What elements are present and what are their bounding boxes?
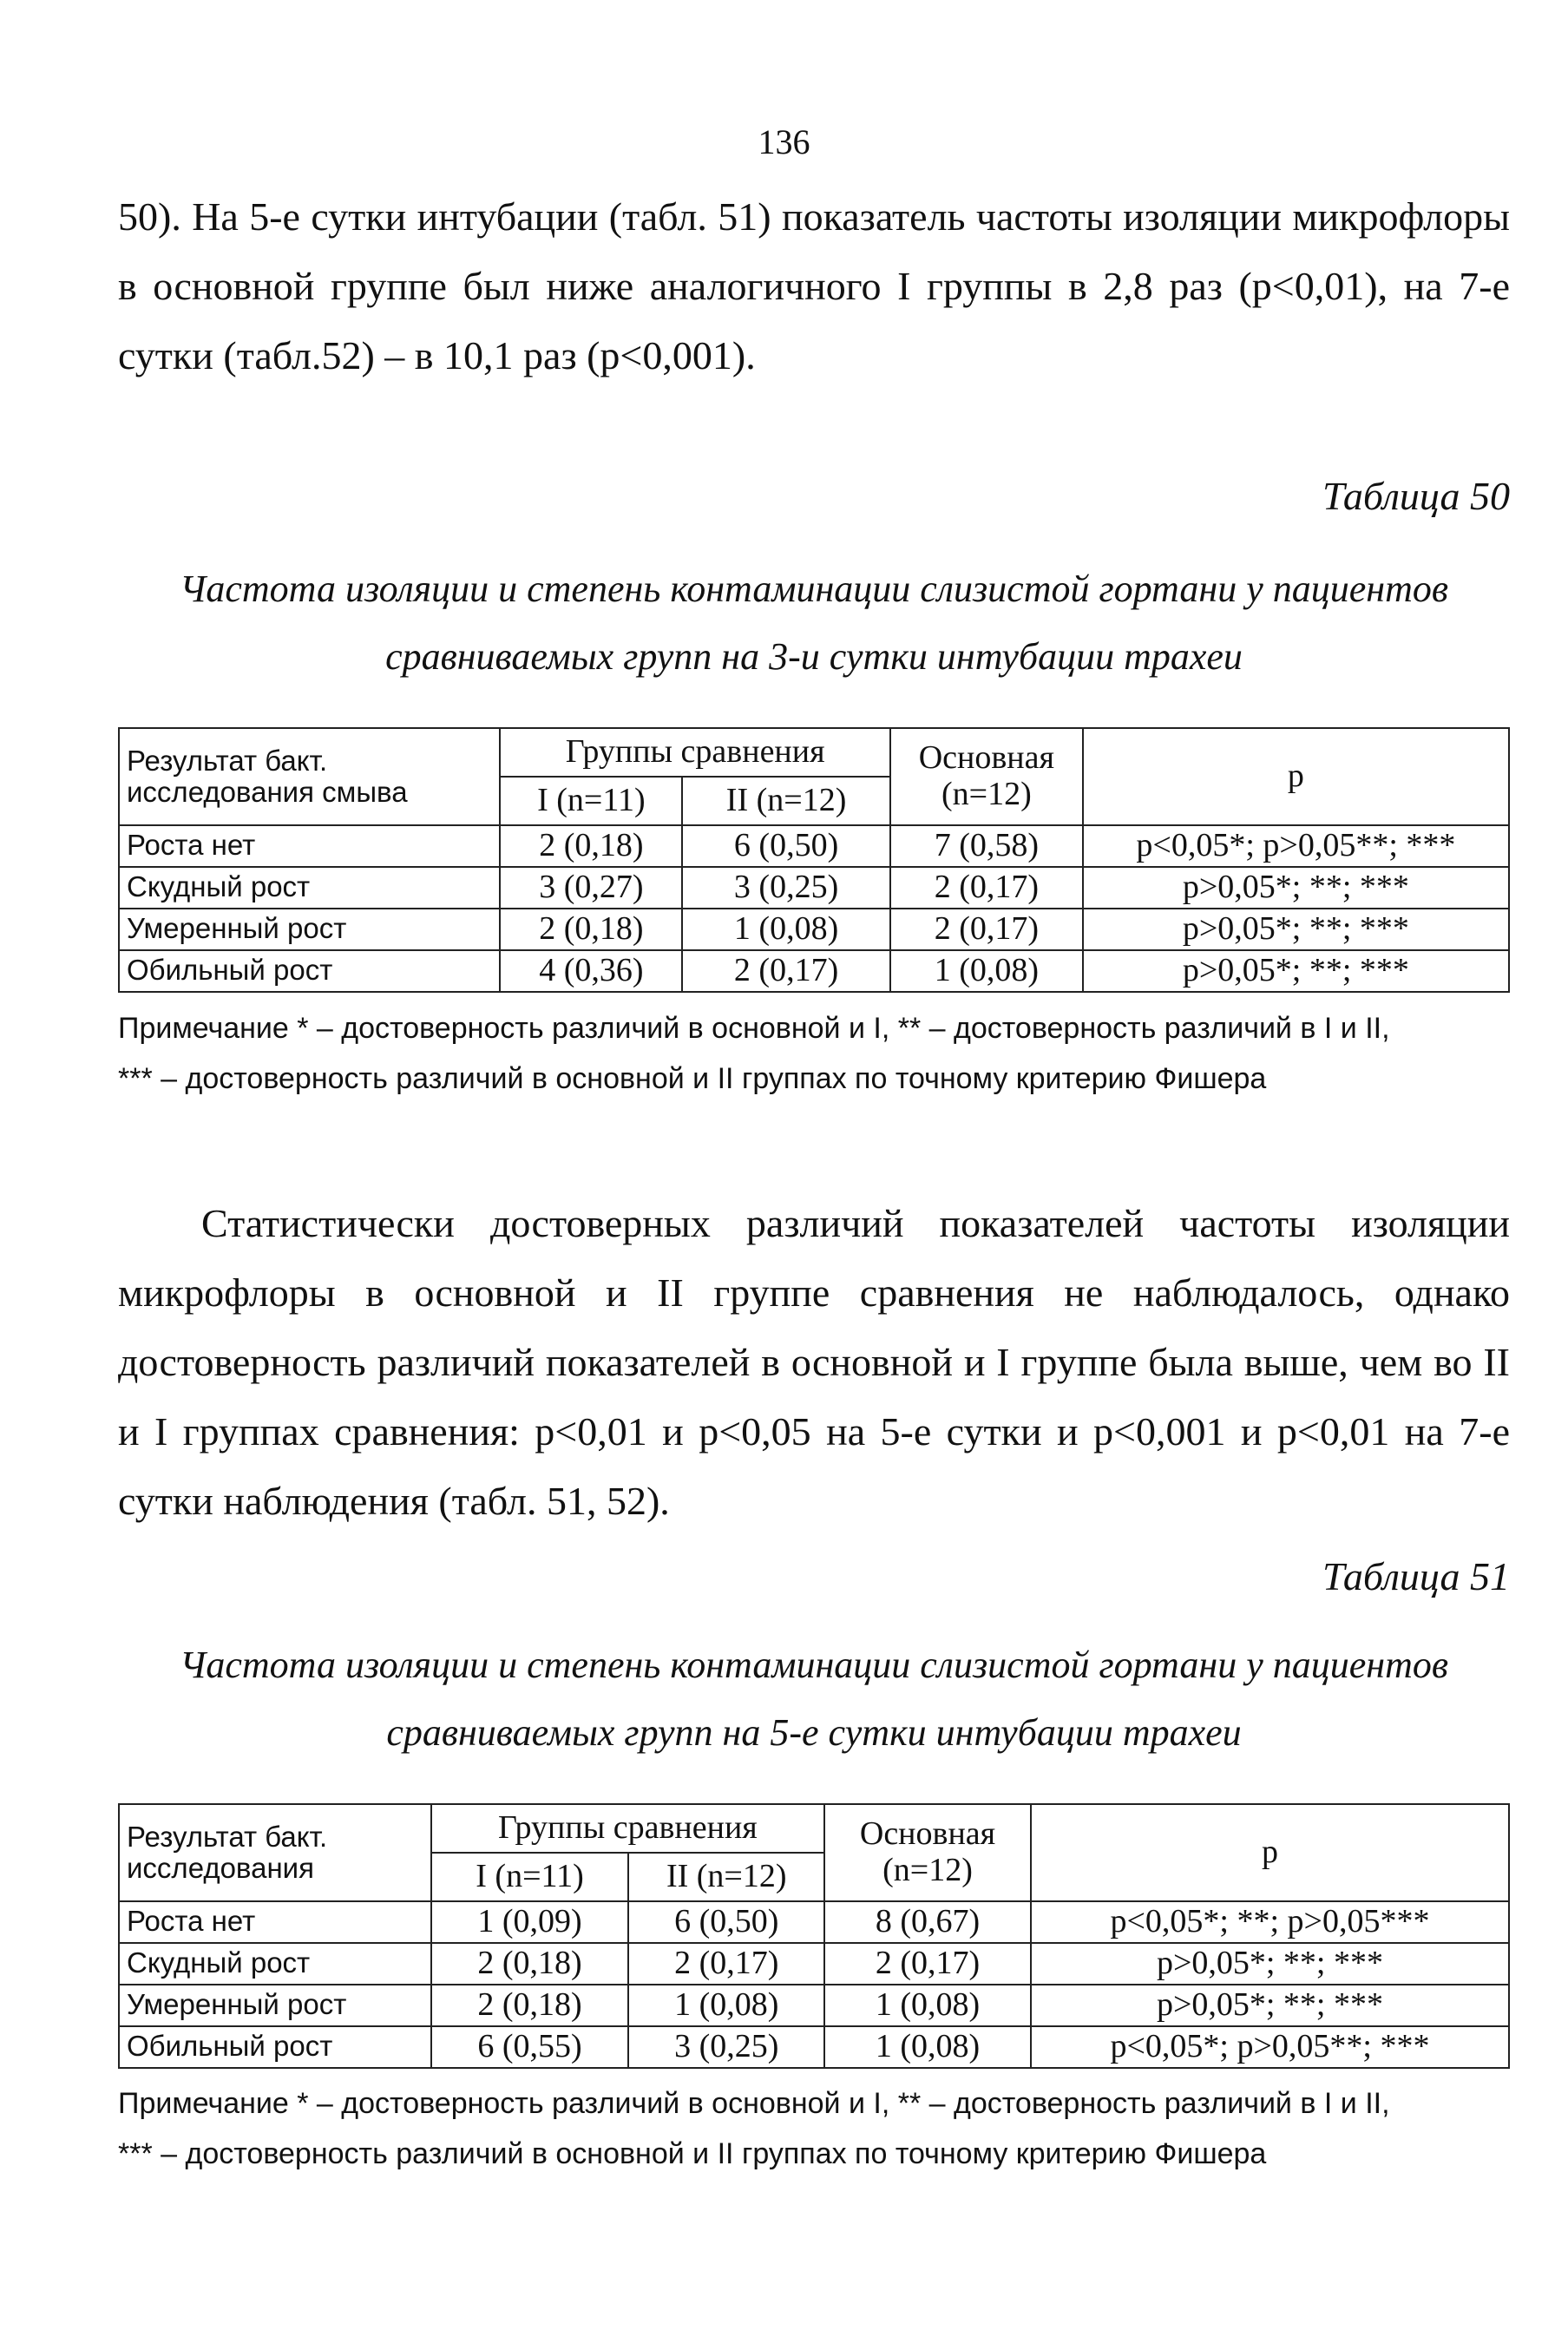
cell-main: 7 (0,58) [890, 825, 1083, 867]
cell-p: p>0,05*; **; *** [1083, 950, 1509, 992]
header-result: Результат бакт. исследования [119, 1804, 431, 1901]
header-group-2: II (n=12) [682, 777, 890, 825]
table-row [119, 1901, 1509, 1943]
cell-group-1: 1 (0,09) [431, 1901, 629, 1943]
row-label: Роста нет [119, 825, 500, 867]
cell-group-2: 6 (0,50) [628, 1901, 824, 1943]
table-row [119, 950, 1509, 992]
cell-group-1: 2 (0,18) [500, 909, 682, 950]
header-group-1: I (n=11) [431, 1853, 629, 1901]
table-51-caption [118, 1631, 1510, 1767]
header-group-1: I (n=11) [500, 777, 682, 825]
table-50-caption [118, 555, 1510, 691]
header-groups: Группы сравнения [500, 728, 889, 777]
cell-main: 1 (0,08) [890, 950, 1083, 992]
row-label: Роста нет [119, 1901, 431, 1943]
table-row [119, 2026, 1509, 2068]
cell-group-1: 4 (0,36) [500, 950, 682, 992]
table-row [119, 1985, 1509, 2026]
row-label: Умеренный рост [119, 909, 500, 950]
paragraph-intro: 50). На 5-е сутки интубации (табл. 51) показатель частоты изоляции микрофлоры в основной группе был ниже аналогичного I группы в 2,8 раз (p<0,01), на 7-е сутки (табл.52) – в 10,1 раз (p<0,001). [118, 194, 1510, 377]
table-50-note-line1: Примечание * – достоверность различий в основной и I, ** – достоверность различий в I и II, [118, 1012, 1390, 1045]
table-51-label: Таблица 51 [1322, 1554, 1510, 1598]
table-50-note [118, 1003, 1541, 1104]
cell-main: 1 (0,08) [824, 1985, 1031, 2026]
header-p: p [1031, 1804, 1509, 1901]
page-number: 136 [758, 122, 810, 161]
table-51-caption-line1: Частота изоляции и степень контаминации слизистой гортани у пациентов [180, 1644, 1448, 1686]
table-50-caption-line2: сравниваемых групп на 3-и сутки интубации трахеи [385, 635, 1243, 678]
cell-p: p>0,05*; **; *** [1031, 1943, 1509, 1985]
table-51-header-row [119, 1804, 1509, 1853]
cell-group-2: 1 (0,08) [682, 909, 890, 950]
table-row [119, 1943, 1509, 1985]
row-label: Обильный рост [119, 950, 500, 992]
cell-group-2: 2 (0,17) [682, 950, 890, 992]
table-row [119, 909, 1509, 950]
cell-group-1: 2 (0,18) [500, 825, 682, 867]
cell-main: 2 (0,17) [890, 867, 1083, 909]
paragraph-statistics: Статистически достоверных различий показателей частоты изоляции микрофлоры в основной и II группе сравнения не наблюдалось, однако достоверность различий показателей в основной и I группе была выше, чем во II и I группах сравнения: p<0,01 и p<0,05 на 5-е сутки и p<0,001 и p<0,01 на 7-е сутки наблюдения (табл. 51, 52). [118, 1201, 1510, 1523]
cell-group-2: 3 (0,25) [682, 867, 890, 909]
table-51-note-line1: Примечание * – достоверность различий в основной и I, ** – достоверность различий в I и II, [118, 2087, 1390, 2120]
table-51-caption-line2: сравниваемых групп на 5-е сутки интубации трахеи [386, 1711, 1242, 1754]
row-label: Скудный рост [119, 1943, 431, 1985]
cell-p: p<0,05*; p>0,05**; *** [1083, 825, 1509, 867]
header-main-group: Основная (n=12) [890, 728, 1083, 825]
cell-group-2: 6 (0,50) [682, 825, 890, 867]
header-result: Результат бакт. исследования смыва [119, 728, 500, 825]
table-row [119, 867, 1509, 909]
header-group-2: II (n=12) [628, 1853, 824, 1901]
table-50-label: Таблица 50 [1322, 474, 1510, 518]
cell-p: p>0,05*; **; *** [1031, 1985, 1509, 2026]
cell-group-2: 1 (0,08) [628, 1985, 824, 2026]
table-50-caption-line1: Частота изоляции и степень контаминации слизистой гортани у пациентов [180, 568, 1448, 610]
cell-p: p>0,05*; **; *** [1083, 867, 1509, 909]
table-50-note-line2: *** – достоверность различий в основной и II группах по точному критерию Фишера [118, 1062, 1267, 1095]
cell-p: p>0,05*; **; *** [1083, 909, 1509, 950]
table-51-note-line2: *** – достоверность различий в основной и II группах по точному критерию Фишера [118, 2137, 1267, 2170]
cell-group-1: 3 (0,27) [500, 867, 682, 909]
cell-main: 1 (0,08) [824, 2026, 1031, 2068]
row-label: Скудный рост [119, 867, 500, 909]
table-51-note [118, 2078, 1541, 2179]
header-main-group: Основная (n=12) [824, 1804, 1031, 1901]
cell-main: 2 (0,17) [824, 1943, 1031, 1985]
cell-group-2: 2 (0,17) [628, 1943, 824, 1985]
row-label: Умеренный рост [119, 1985, 431, 2026]
row-label: Обильный рост [119, 2026, 431, 2068]
cell-p: p<0,05*; **; p>0,05*** [1031, 1901, 1509, 1943]
table-row [119, 825, 1509, 867]
cell-group-1: 6 (0,55) [431, 2026, 629, 2068]
cell-group-1: 2 (0,18) [431, 1943, 629, 1985]
cell-group-2: 3 (0,25) [628, 2026, 824, 2068]
header-p: p [1083, 728, 1509, 825]
cell-main: 2 (0,17) [890, 909, 1083, 950]
table-50 [118, 727, 1510, 993]
cell-group-1: 2 (0,18) [431, 1985, 629, 2026]
cell-p: p<0,05*; p>0,05**; *** [1031, 2026, 1509, 2068]
header-groups: Группы сравнения [431, 1804, 824, 1853]
cell-main: 8 (0,67) [824, 1901, 1031, 1943]
table-51 [118, 1803, 1510, 2069]
table-50-header-row [119, 728, 1509, 777]
